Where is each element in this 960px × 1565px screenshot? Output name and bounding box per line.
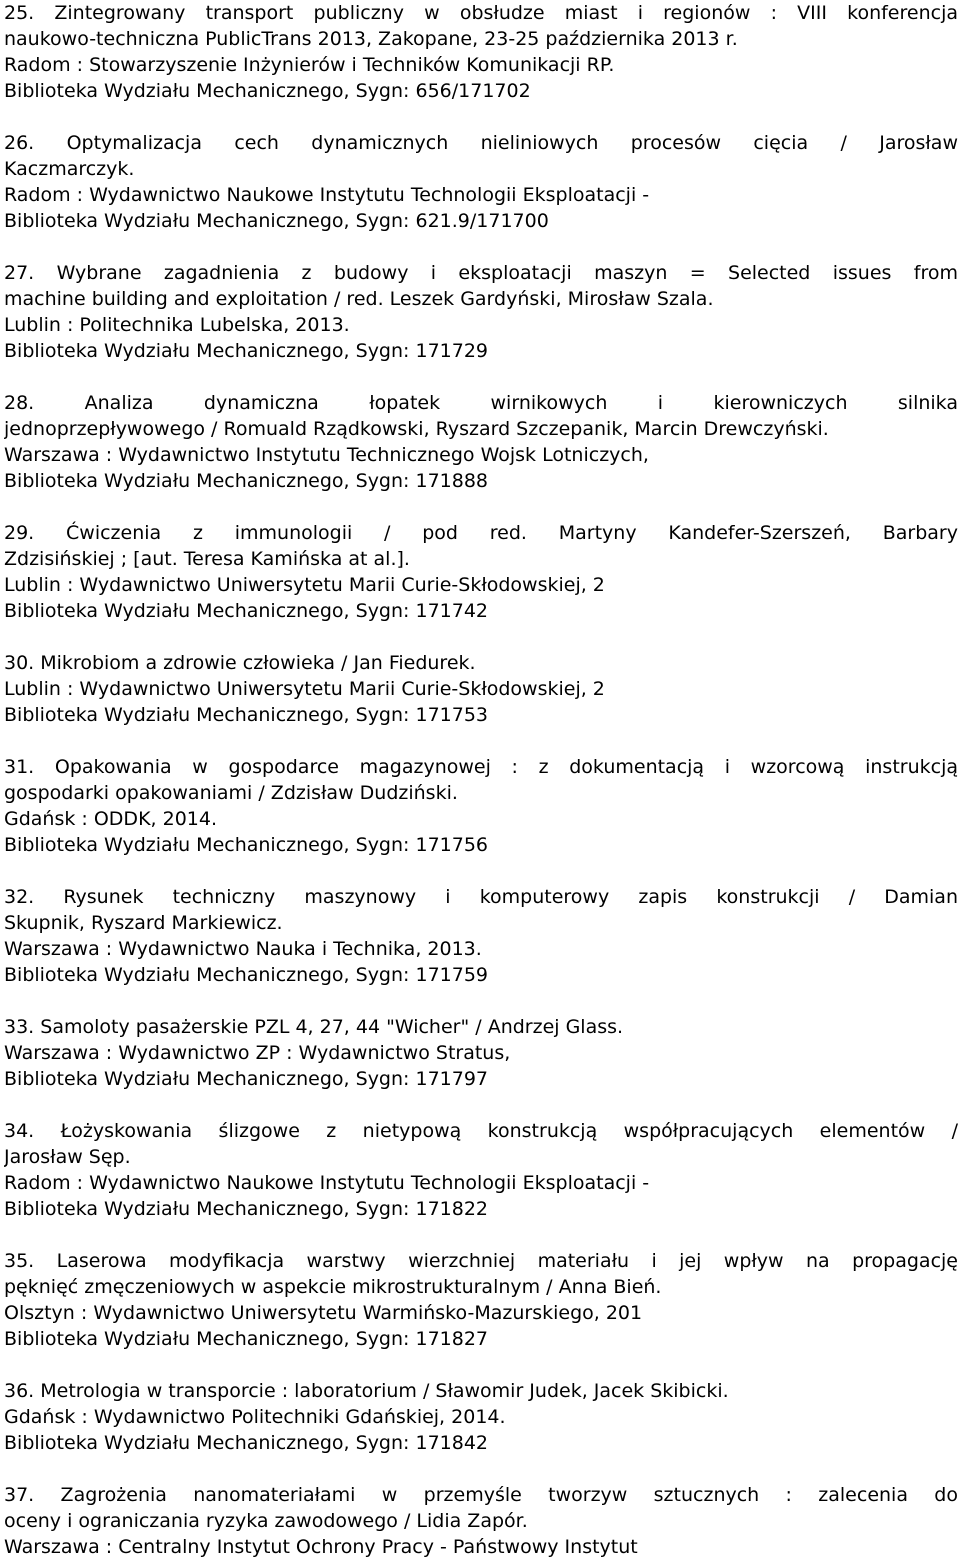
entry-spacer — [4, 1092, 958, 1118]
bibliography-entry-29 — [4, 520, 958, 624]
entry-title-line: 32. Rysunek techniczny maszynowy i komputerowy zapis konstrukcji / Damian — [4, 886, 958, 908]
entry-spacer — [4, 624, 958, 650]
entry-title-line: 29. Ćwiczenia z immunologii / pod red. Martyny Kandefer-Szerszeń, Barbary — [4, 522, 958, 544]
entry-spacer — [4, 364, 958, 390]
entry-spacer — [4, 728, 958, 754]
bibliography-entry-37 — [4, 1482, 958, 1560]
entry-title-line: 33. Samoloty pasażerskie PZL 4, 27, 44 "Wicher" / Andrzej Glass. — [4, 1016, 624, 1038]
entry-spacer — [4, 494, 958, 520]
entry-detail-line: Biblioteka Wydziału Mechanicznego, Sygn: 171827 — [4, 1328, 489, 1350]
entry-detail-line: Olsztyn : Wydawnictwo Uniwersytetu Warmińsko-Mazurskiego, 201 — [4, 1302, 643, 1324]
entry-detail-line: Radom : Wydawnictwo Naukowe Instytutu Technologii Eksploatacji - — [4, 184, 650, 206]
entry-spacer — [4, 1352, 958, 1378]
entry-detail-line: Lublin : Wydawnictwo Uniwersytetu Marii Curie-Skłodowskiej, 2 — [4, 678, 605, 700]
bibliography-entry-26 — [4, 130, 958, 234]
entry-title-line: 31. Opakowania w gospodarce magazynowej : z dokumentacją i wzorcową instrukcją — [4, 756, 958, 778]
bibliography-entry-27 — [4, 260, 958, 364]
entry-spacer — [4, 104, 958, 130]
entry-detail-line: machine building and exploitation / red. Leszek Gardyński, Mirosław Szala. — [4, 288, 714, 310]
bibliography-entry-35 — [4, 1248, 958, 1352]
entry-detail-line: Warszawa : Wydawnictwo Nauka i Technika, 2013. — [4, 938, 482, 960]
entry-title-line: 30. Mikrobiom a zdrowie człowieka / Jan Fiedurek. — [4, 652, 476, 674]
bibliography-entry-25 — [4, 0, 958, 104]
entry-detail-line: Warszawa : Wydawnictwo ZP : Wydawnictwo Stratus, — [4, 1042, 511, 1064]
entry-spacer — [4, 234, 958, 260]
entry-detail-line: Biblioteka Wydziału Mechanicznego, Sygn: 171822 — [4, 1198, 489, 1220]
bibliography-entry-36 — [4, 1378, 958, 1456]
entry-spacer — [4, 858, 958, 884]
entry-title-line: 36. Metrologia w transporcie : laboratorium / Sławomir Judek, Jacek Skibicki. — [4, 1380, 729, 1402]
bibliography-entry-32 — [4, 884, 958, 988]
bibliography-entry-30 — [4, 650, 958, 728]
entry-title-line: 27. Wybrane zagadnienia z budowy i eksploatacji maszyn = Selected issues from — [4, 262, 958, 284]
entry-title-line: 35. Laserowa modyfikacja warstwy wierzchniej materiału i jej wpływ na propagację — [4, 1250, 958, 1272]
bibliography-entry-28 — [4, 390, 958, 494]
entry-detail-line: gospodarki opakowaniami / Zdzisław Dudziński. — [4, 782, 458, 804]
bibliography-entry-33 — [4, 1014, 958, 1092]
entry-detail-line: pęknięć zmęczeniowych w aspekcie mikrostrukturalnym / Anna Bień. — [4, 1276, 662, 1298]
entry-spacer — [4, 1456, 958, 1482]
entry-title-line: 37. Zagrożenia nanomateriałami w przemyśle tworzyw sztucznych : zalecenia do — [4, 1484, 958, 1506]
entry-detail-line: Zdzisińskiej ; [aut. Teresa Kamińska at al.]. — [4, 548, 410, 570]
bibliography-list — [4, 0, 958, 1560]
entry-detail-line: Biblioteka Wydziału Mechanicznego, Sygn: 171753 — [4, 704, 489, 726]
entry-detail-line: Warszawa : Wydawnictwo Instytutu Technicznego Wojsk Lotniczych, — [4, 444, 649, 466]
entry-spacer — [4, 1222, 958, 1248]
entry-title-line: 34. Łożyskowania ślizgowe z nietypową konstrukcją współpracujących elementów / — [4, 1120, 958, 1142]
entry-detail-line: Lublin : Wydawnictwo Uniwersytetu Marii Curie-Skłodowskiej, 2 — [4, 574, 605, 596]
entry-detail-line: Biblioteka Wydziału Mechanicznego, Sygn: 171888 — [4, 470, 489, 492]
entry-detail-line: Biblioteka Wydziału Mechanicznego, Sygn: 171756 — [4, 834, 489, 856]
entry-detail-line: naukowo-techniczna PublicTrans 2013, Zakopane, 23-25 października 2013 r. — [4, 28, 738, 50]
entry-title-line: 26. Optymalizacja cech dynamicznych nieliniowych procesów cięcia / Jarosław — [4, 132, 958, 154]
entry-title-line: 28. Analiza dynamiczna łopatek wirnikowych i kierowniczych silnika — [4, 392, 958, 414]
entry-spacer — [4, 988, 958, 1014]
entry-detail-line: Radom : Stowarzyszenie Inżynierów i Techników Komunikacji RP. — [4, 54, 615, 76]
entry-detail-line: oceny i ograniczania ryzyka zawodowego / Lidia Zapór. — [4, 1510, 528, 1532]
entry-detail-line: Gdańsk : ODDK, 2014. — [4, 808, 217, 830]
entry-detail-line: Biblioteka Wydziału Mechanicznego, Sygn: 171742 — [4, 600, 489, 622]
entry-detail-line: Biblioteka Wydziału Mechanicznego, Sygn: 171842 — [4, 1432, 489, 1454]
entry-detail-line: Lublin : Politechnika Lubelska, 2013. — [4, 314, 350, 336]
entry-detail-line: Skupnik, Ryszard Markiewicz. — [4, 912, 283, 934]
entry-detail-line: Radom : Wydawnictwo Naukowe Instytutu Technologii Eksploatacji - — [4, 1172, 650, 1194]
entry-title-line: 25. Zintegrowany transport publiczny w obsłudze miast i regionów : VIII konferencja — [4, 2, 958, 24]
bibliography-entry-34 — [4, 1118, 958, 1222]
entry-detail-line: Biblioteka Wydziału Mechanicznego, Sygn: 171729 — [4, 340, 489, 362]
entry-detail-line: Warszawa : Centralny Instytut Ochrony Pracy - Państwowy Instytut — [4, 1536, 638, 1558]
entry-detail-line: Biblioteka Wydziału Mechanicznego, Sygn: 621.9/171700 — [4, 210, 549, 232]
entry-detail-line: Kaczmarczyk. — [4, 158, 135, 180]
bibliography-entry-31 — [4, 754, 958, 858]
entry-detail-line: Biblioteka Wydziału Mechanicznego, Sygn: 171797 — [4, 1068, 489, 1090]
entry-detail-line: jednoprzepływowego / Romuald Rządkowski, Ryszard Szczepanik, Marcin Drewczyński. — [4, 418, 829, 440]
entry-detail-line: Gdańsk : Wydawnictwo Politechniki Gdańskiej, 2014. — [4, 1406, 506, 1428]
entry-detail-line: Biblioteka Wydziału Mechanicznego, Sygn: 171759 — [4, 964, 489, 986]
entry-detail-line: Biblioteka Wydziału Mechanicznego, Sygn: 656/171702 — [4, 80, 531, 102]
entry-detail-line: Jarosław Sęp. — [4, 1146, 131, 1168]
